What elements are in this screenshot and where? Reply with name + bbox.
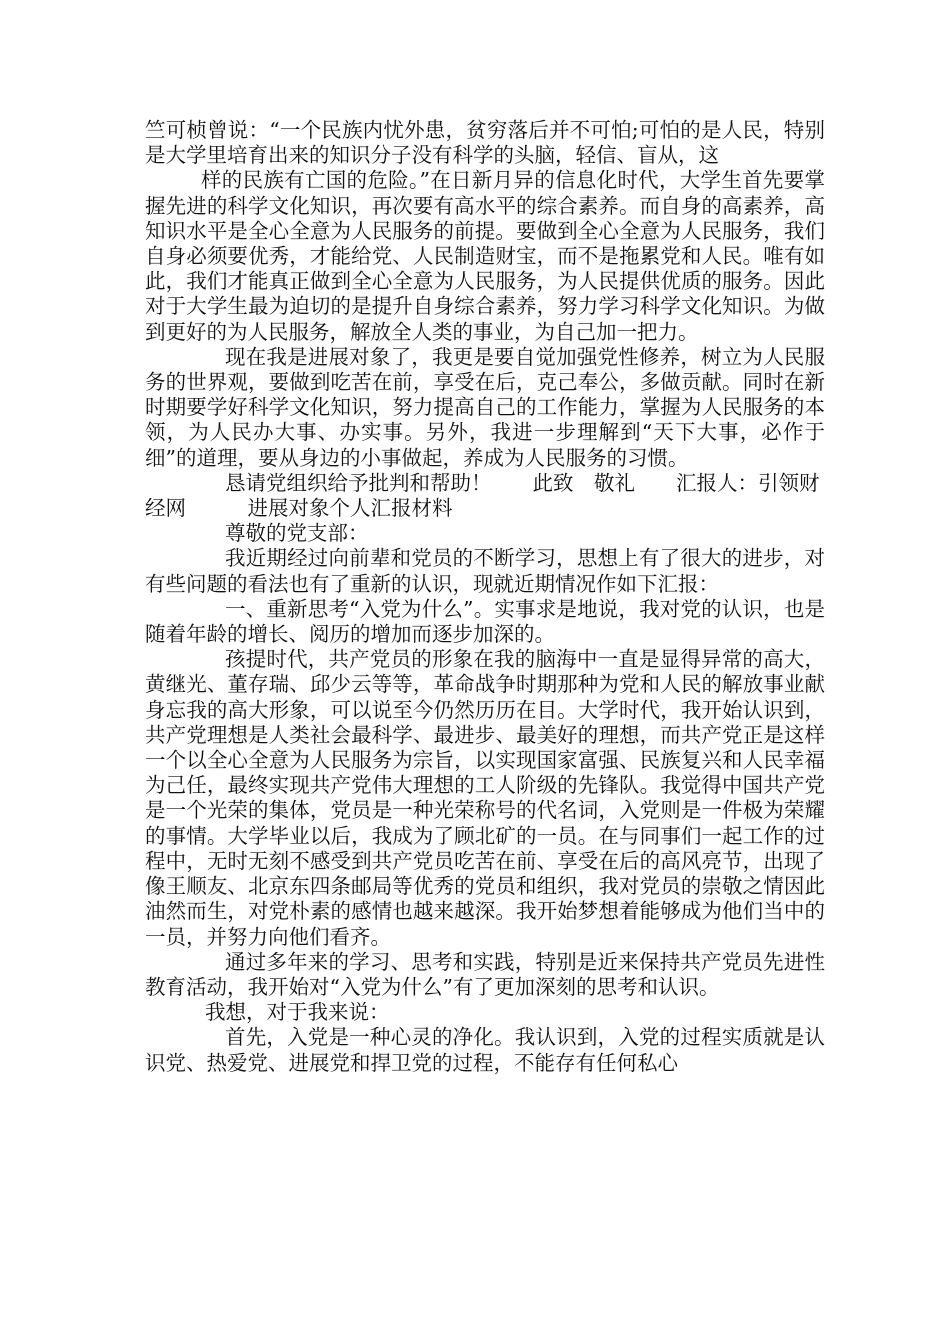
paragraph-3: 现在我是进展对象了，我更是要自觉加强党性修养，树立为人民服务的世界观，要做到吃苦在前，享受在后，克己奉公，多做贡献。同时在新时期要学好科学文化知识，努力提高自己的工作能力，掌握为人民服务的本领，为人民办大事、办实事。另外，我进一步理解到“天下大事，必作于细”的道理，要从身边的小事做起，养成为人民服务的习惯。 (145, 344, 825, 470)
paragraph-childhood: 孩提时代，共产党员的形象在我的脑海中一直是显得异常的高大，黄继光、董存瑞、邱少云等等，革命战争时期那种为党和人民的解放事业献身忘我的高大形象，可以说至今仍然历历在目。大学时代，我开始认识到，共产党理想是人类社会最科学、最进步、最美好的理想，而共产党正是这样一个以全心全意为人民服务为宗旨，以实现国家富强、民族复兴和人民幸福为己任，最终实现共产党伟大理想的工人阶级的先锋队。我觉得中国共产党是一个光荣的集体，党员是一种光荣称号的代名词，入党则是一件极为荣耀的事情。大学毕业以后，我成为了顾北矿的一员。在与同事们一起工作的过程中，无时无刻不感受到共产党员吃苦在前、享受在后的高风亮节，出现了像王顺友、北京东四条邮局等优秀的党员和组织，我对党员的崇敬之情因此油然而生，对党朴素的感情也越来越深。我开始梦想着能够成为他们当中的一员，并努力向他们看齐。 (145, 647, 825, 949)
paragraph-first: 首先，入党是一种心灵的净化。我认识到，入党的过程实质就是认识党、热爱党、进展党和捍卫党的过程，不能存有任何私心 (145, 1025, 825, 1075)
signoff-line: 恳请党组织给予批判和帮助！ 此致 敬礼 汇报人：引领财经网 进展对象个人汇报材料 (145, 470, 820, 521)
paragraph-2: 样的民族有亡国的危险。”在日新月异的信息化时代，大学生首先要掌握先进的科学文化知识，再次要有高水平的综合素养。而自身的高素养，高知识水平是全心全意为人民服务的前提。要做到全心全意为人民服务，我们自身必须要优秀，才能给党、人民制造财宝，而不是拖累党和人民。唯有如此，我们才能真正做到全心全意为人民服务，为人民提供优质的服务。因此对于大学生最为迫切的是提升自身综合素养，努力学习科学文化知识。为做到更好的为人民服务，解放全人类的事业，为自己加一把力。 (145, 168, 825, 344)
salutation: 尊敬的党支部： (225, 521, 369, 546)
paragraph-1: 竺可桢曾说：“一个民族内忧外患，贫穷落后并不可怕;可怕的是人民，特别是大学里培育出来的知识分子没有科学的头脑，轻信、盲从，这 (145, 118, 825, 168)
section-heading-1: 一、重新思考“入党为什么”。实事求是地说，我对党的认识，也是随着年龄的增长、阅历的增加而逐步加深的。 (145, 596, 825, 647)
paragraph-study: 通过多年来的学习、思考和实践，特别是近来保持共产党员先进性教育活动，我开始对“入党为什么”有了更加深刻的思考和认识。 (145, 949, 825, 999)
paragraph-intro: 我近期经过向前辈和党员的不断学习，思想上有了很大的进步，对有些问题的看法也有了重新的认识，现就近期情况作如下汇报： (145, 546, 825, 596)
document-page (145, 118, 825, 1076)
paragraph-i-think: 我想，对于我来说： (205, 1000, 390, 1025)
